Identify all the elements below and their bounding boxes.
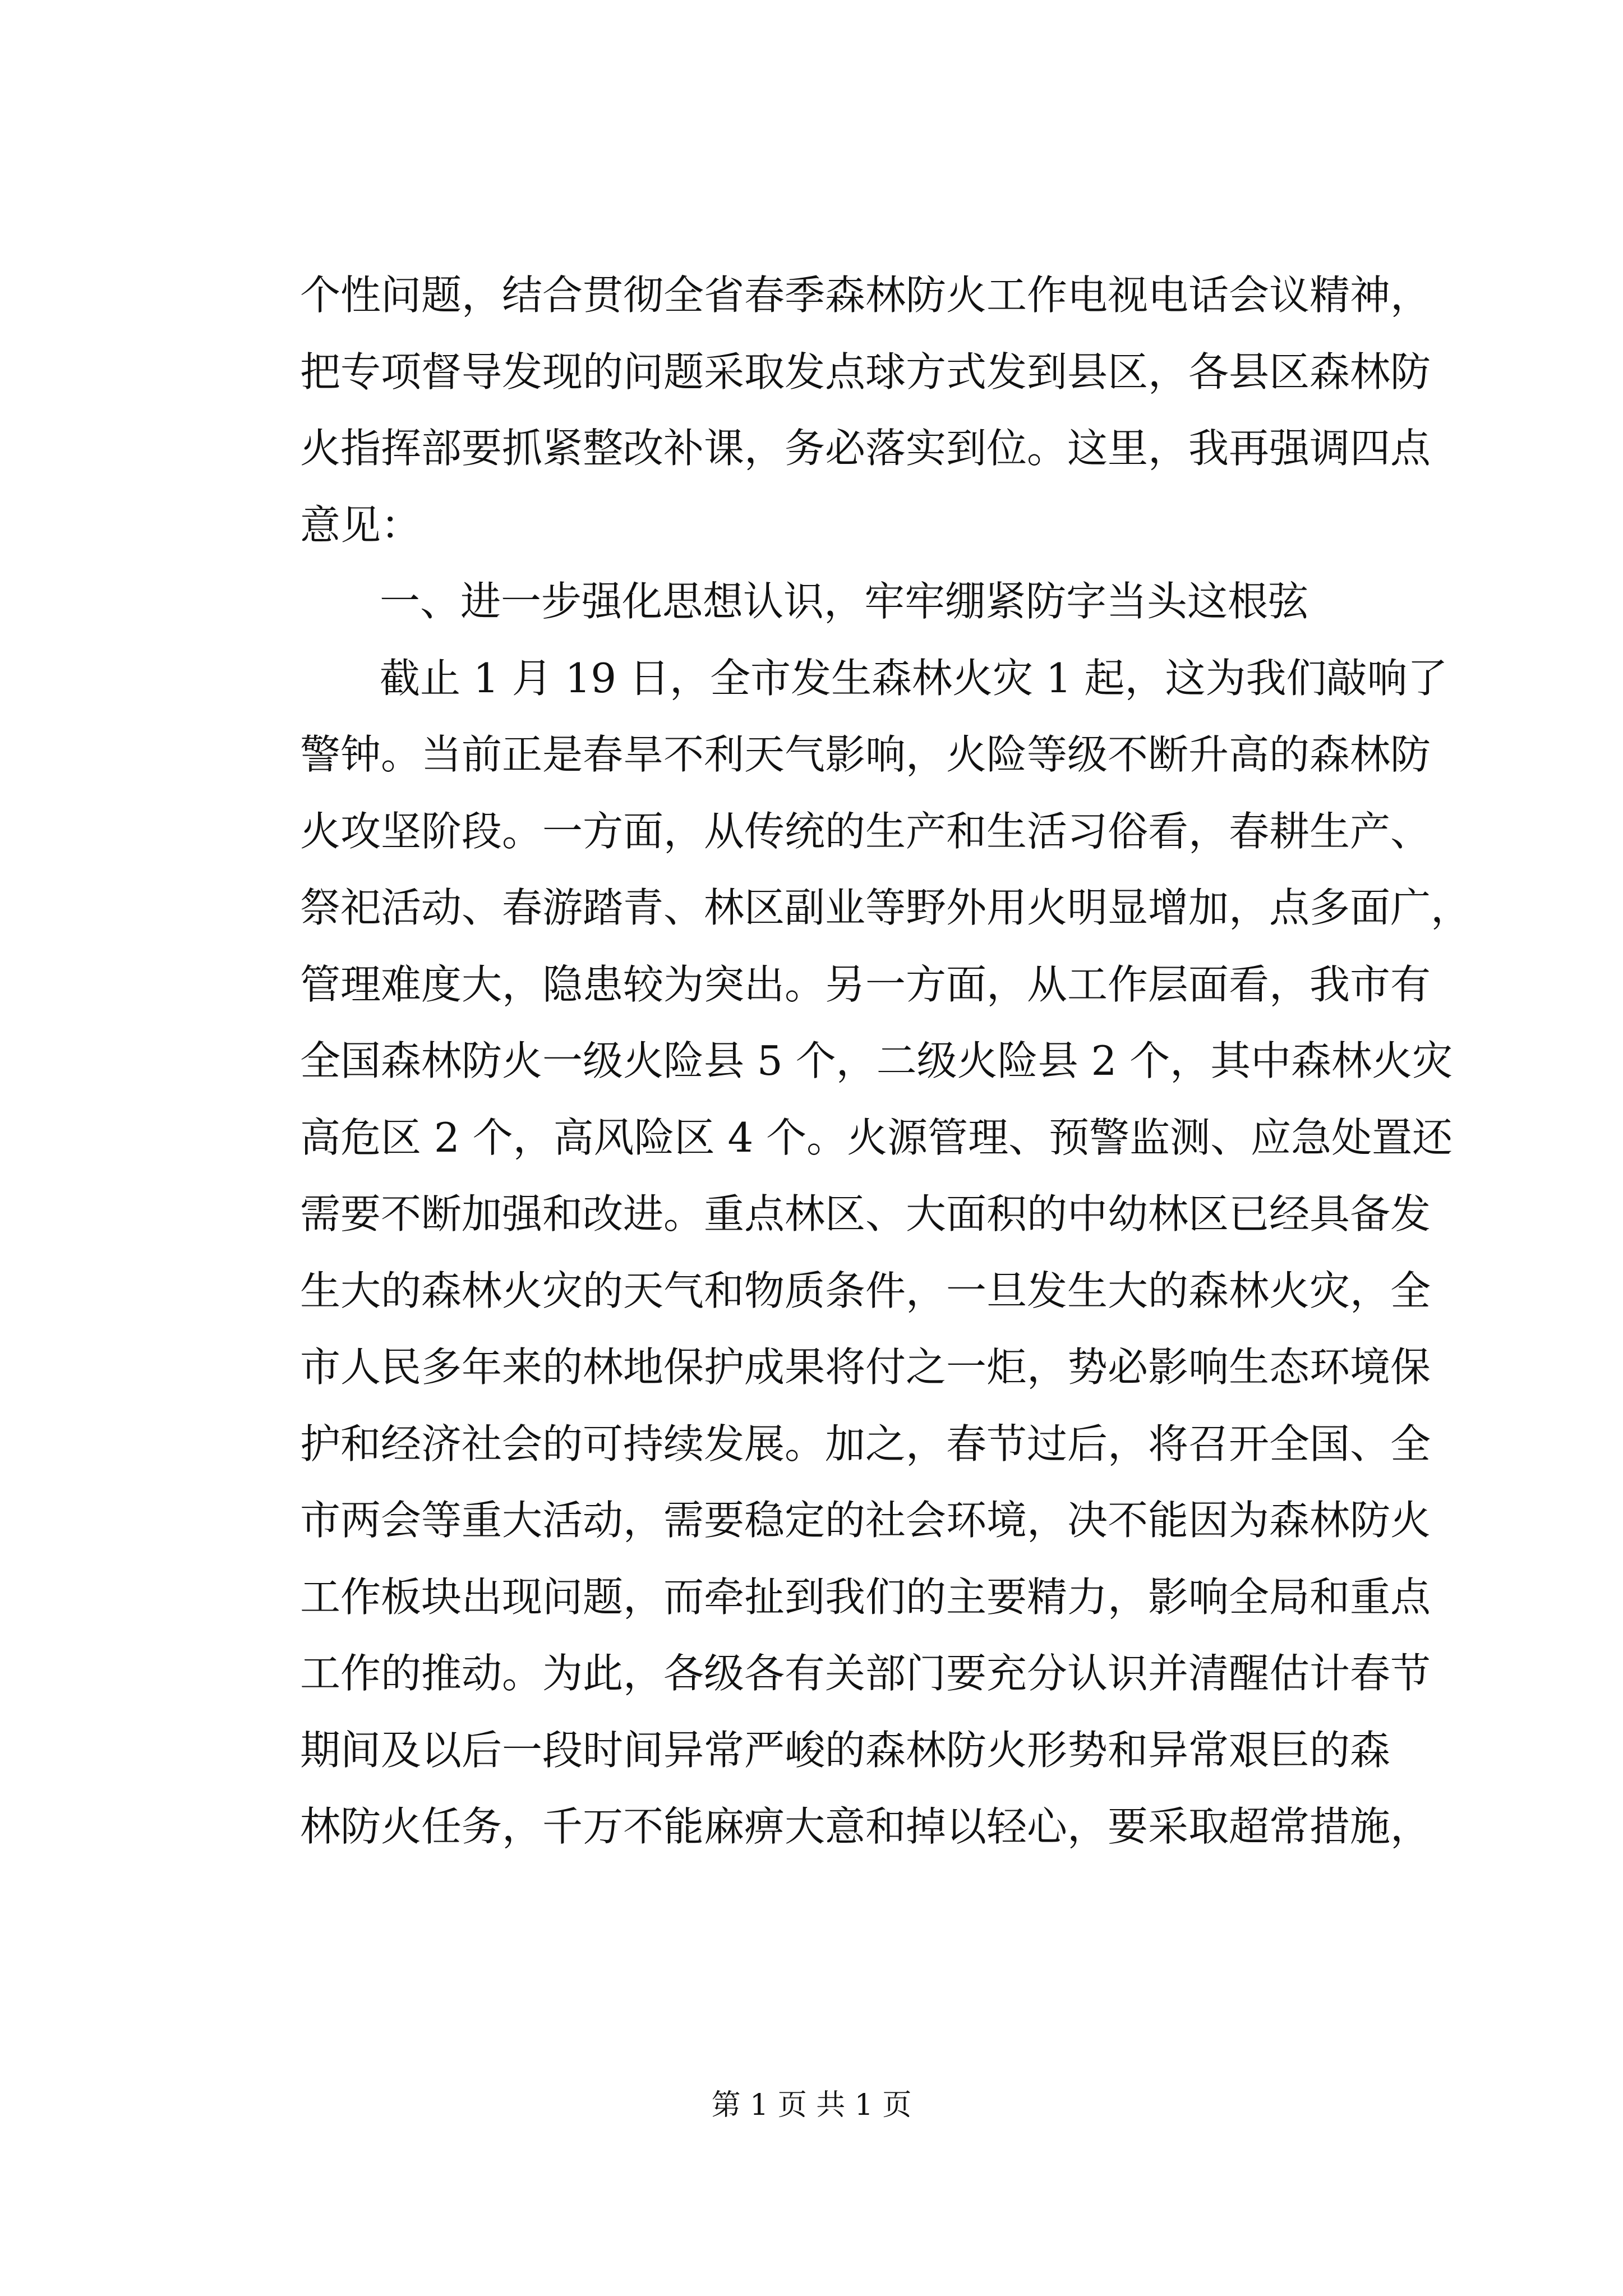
text-line: 意见：: [300, 501, 422, 549]
text-line: 把专项督导发现的问题采取发点球方式发到县区，各县区森林防: [300, 348, 1431, 395]
text-line: 火指挥部要抓紧整改补课，务必落实到位。这里，我再强调四点: [300, 425, 1431, 472]
text-line: 林防火任务，千万不能麻痹大意和掉以轻心，要采取超常措施，: [300, 1803, 1431, 1850]
text-line: 工作的推动。为此，各级各有关部门要充分认识并清醒估计春节: [300, 1650, 1431, 1697]
document-body: [300, 257, 1472, 1865]
text-line: 工作板块出现问题，而牵扯到我们的主要精力，影响全局和重点: [300, 1573, 1431, 1621]
text-line: 截止 1 月 19 日，全市发生森林火灾 1 起，这为我们敲响了: [380, 654, 1448, 702]
text-line: 个性问题，结合贯彻全省春季森林防火工作电视电话会议精神，: [300, 272, 1431, 319]
text-line: 高危区 2 个，高风险区 4 个。火源管理、预警监测、应急处置还: [300, 1114, 1453, 1161]
text-line: 祭祀活动、春游踏青、林区副业等野外用火明显增加，点多面广，: [300, 884, 1472, 931]
text-line: 管理难度大，隐患较为突出。另一方面，从工作层面看，我市有: [300, 960, 1431, 1008]
page-number-footer: 第 1 页 共 1 页: [711, 2088, 912, 2122]
text-line: 警钟。当前正是春旱不利天气影响，火险等级不断升高的森林防: [300, 731, 1431, 778]
text-line: 市两会等重大活动，需要稳定的社会环境，决不能因为森林防火: [300, 1497, 1431, 1544]
text-line: 需要不断加强和改进。重点林区、大面积的中幼林区已经具备发: [300, 1190, 1431, 1237]
text-line: 市人民多年来的林地保护成果将付之一炬，势必影响生态环境保: [300, 1343, 1431, 1391]
text-line: 期间及以后一段时间异常严峻的森林防火形势和异常艰巨的森: [300, 1726, 1391, 1774]
text-line: 全国森林防火一级火险县 5 个，二级火险县 2 个，其中森林火灾: [300, 1037, 1453, 1084]
text-line: 火攻坚阶段。一方面，从传统的生产和生活习俗看，春耕生产、: [300, 807, 1431, 855]
text-line: 生大的森林火灾的天气和物质条件，一旦发生大的森林火灾，全: [300, 1267, 1431, 1314]
text-line: 护和经济社会的可持续发展。加之，春节过后，将召开全国、全: [300, 1420, 1431, 1467]
section-heading: 一、进一步强化思想认识，牢牢绷紧防字当头这根弦: [380, 578, 1309, 625]
